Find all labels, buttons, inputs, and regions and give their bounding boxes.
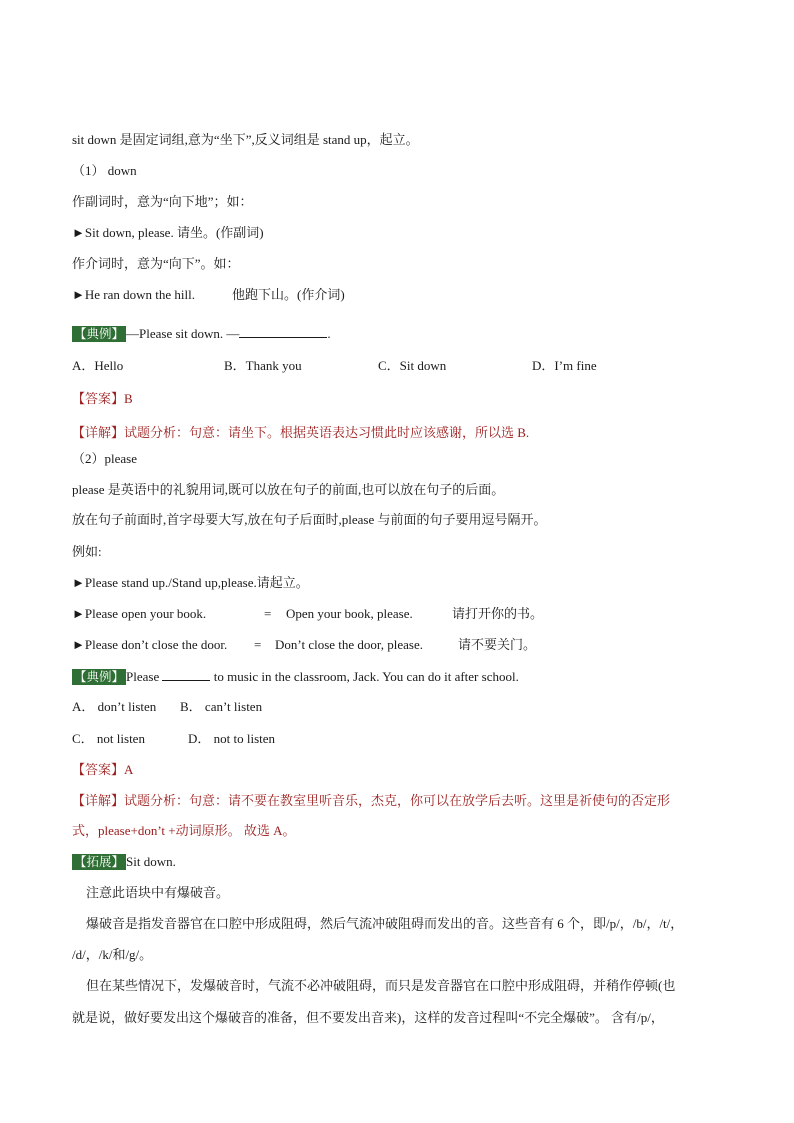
- section-1-heading: （1） down: [72, 163, 137, 178]
- please-example-3-a: ►Please don’t close the door.: [72, 637, 228, 652]
- extension-heading: [72, 853, 176, 871]
- prep-example-cn: 他跑下山。(作介词): [232, 287, 345, 302]
- please-example-3-b: Don’t close the door, please.: [275, 637, 423, 652]
- detail-tag: 【详解】: [72, 425, 125, 440]
- section-2-heading: （2）please: [72, 451, 137, 466]
- extension-paragraph-1: 注意此语块中有爆破音。: [86, 885, 230, 900]
- please-example-3-cn: 请不要关门。: [458, 637, 537, 652]
- option-b: B．Thank you: [224, 358, 302, 373]
- extension-paragraph-3-line-2: 就是说，做好要发出这个爆破音的准备，但不要发出音来)，这样的发音过程叫“不完全爆破”。 含有/p/，: [72, 1010, 664, 1025]
- extension-tag: 【拓展】: [74, 855, 125, 869]
- detail-1: [72, 424, 529, 442]
- equals-sign: =: [264, 606, 272, 621]
- answer-tag: 【答案】: [72, 391, 125, 406]
- option-a: A． don’t listen: [72, 699, 157, 714]
- option-a: A．Hello: [72, 358, 124, 373]
- detail-tag: 【详解】: [72, 793, 125, 808]
- example-tag: 【典例】: [74, 327, 125, 341]
- example-2-question: [72, 667, 519, 686]
- detail-2-line-2: 式，please+don’t +动词原形。 故选 A。: [72, 823, 296, 838]
- extension-paragraph-2-line-2: /d/，/k/和/g/。: [72, 947, 153, 962]
- section-2-paragraph-3: 例如:: [72, 544, 102, 559]
- question-end: .: [327, 326, 331, 341]
- answer-tag: 【答案】: [72, 762, 125, 777]
- option-d: D． not to listen: [188, 731, 276, 746]
- adverb-example: ►Sit down, please. 请坐。(作副词): [72, 225, 264, 240]
- extension-paragraph-2-line-1: 爆破音是指发音器官在口腔中形成阻碍，然后气流冲破阻碍而发出的音。这些音有 6 个，即/p/，/b/，/t/，: [86, 916, 684, 931]
- detail-2-line-1: [72, 792, 670, 810]
- prep-example-en: ►He ran down the hill.: [72, 287, 195, 302]
- example-1-question-text: —Please sit down. —: [126, 326, 240, 341]
- intro-line: sit down 是固定词组,意为“坐下”,反义词组是 stand up，起立。: [72, 132, 419, 147]
- please-example-2-a: ►Please open your book.: [72, 606, 207, 621]
- prep-example: [72, 286, 672, 304]
- option-b: B． can’t listen: [180, 699, 263, 714]
- example-2-question-post: to music in the classroom, Jack. You can do it after school.: [213, 669, 519, 684]
- option-c: C． not listen: [72, 731, 145, 746]
- example-2-question-pre: Please: [126, 669, 160, 684]
- answer-blank: [239, 324, 327, 338]
- extension-paragraph-3-line-1: 但在某些情况下，发爆破音时，气流不必冲破阻碍，而只是发音器官在口腔中形成阻碍，并稍作停顿(也: [86, 978, 676, 993]
- answer-value: B: [124, 391, 133, 406]
- detail-text: 试题分析：句意：请坐下。根据英语表达习惯此时应该感谢，所以选 B.: [124, 425, 530, 440]
- option-c: C．Sit down: [378, 358, 447, 373]
- adverb-rule: 作副词时，意为“向下地”；如：: [72, 194, 253, 209]
- prep-rule: 作介词时，意为“向下”。如：: [72, 256, 240, 271]
- please-example-2-b: Open your book, please.: [286, 606, 413, 621]
- example-1-question: [72, 324, 331, 343]
- please-example-1: ►Please stand up./Stand up,please.请起立。: [72, 575, 309, 590]
- extension-title: Sit down.: [126, 854, 176, 869]
- example-tag: 【典例】: [74, 670, 125, 684]
- please-example-2-cn: 请打开你的书。: [452, 606, 544, 621]
- answer-1: [72, 390, 133, 408]
- equals-sign: =: [254, 637, 262, 652]
- answer-blank: [162, 667, 210, 681]
- option-d: D．I’m fine: [532, 358, 597, 373]
- section-2-paragraph-2: 放在句子前面时,首字母要大写,放在句子后面时,please 与前面的句子要用逗号隔开。: [72, 512, 547, 527]
- detail-text: 试题分析：句意：请不要在教室里听音乐，杰克，你可以在放学后去听。这里是祈使句的否定形: [124, 793, 671, 808]
- answer-2: [72, 761, 133, 779]
- section-2-paragraph-1: please 是英语中的礼貌用词,既可以放在句子的前面,也可以放在句子的后面。: [72, 482, 505, 497]
- answer-value: A: [124, 762, 134, 777]
